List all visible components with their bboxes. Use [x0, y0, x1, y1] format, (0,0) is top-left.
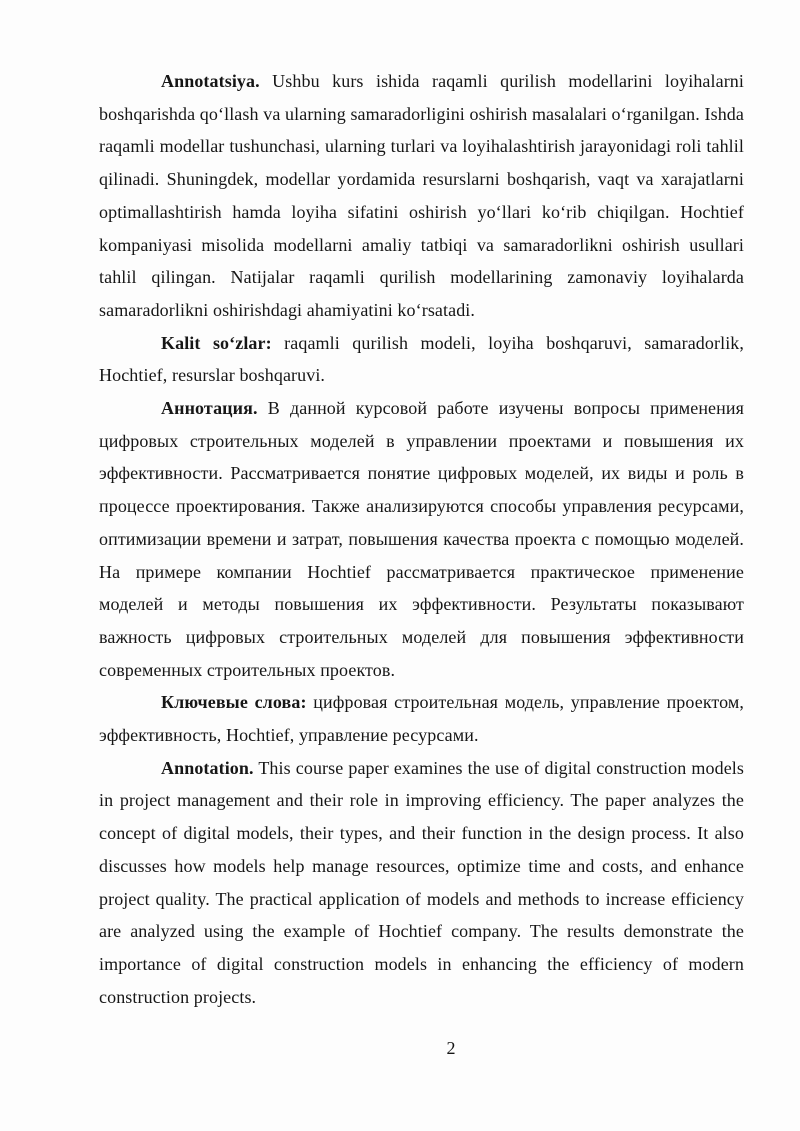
body-annotation-en: This course paper examines the use of digital construction models in project management and their role in improving efficiency. The paper analyzes the concept of digital models, their types, and their function in the design process. It also discusses how models help manage resources, optimize time and costs, and enhance project quality. The practical application of models and methods to increase efficiency are analyzed using the example of Hochtief company. The results demonstrate the importance of digital construction models in enhancing the efficiency of modern construction projects.	[99, 757, 744, 1007]
lead-keywords-uz: Kalit so‘zlar:	[161, 332, 272, 353]
body-annotation-ru: В данной курсовой работе изучены вопросы применения цифровых строительных моделей в управлении проектами и повышения их эффективности. Рассматривается понятие цифровых моделей, их виды и роль в процессе проектирования. Также анализируются способы управления ресурсами, оптимизации времени и затрат, повышения качества проекта с помощью моделей. На примере компании Hochtief рассматривается практическое применение моделей и методы повышения их эффективности. Результаты показывают важность цифровых строительных моделей для повышения эффективности современных строительных проектов.	[99, 398, 744, 680]
paragraph-annotation-ru	[99, 392, 744, 686]
lead-keywords-ru: Ключевые слова:	[161, 692, 307, 713]
paragraph-annotation-en	[99, 752, 744, 1014]
page-footer	[0, 1036, 800, 1060]
body-keywords-uz: raqamli qurilish modeli, loyiha boshqaruvi, samaradorlik, Hochtief, resurslar boshqaruvi.	[99, 332, 744, 386]
keywords-ru	[99, 686, 744, 751]
document-text-block	[99, 65, 744, 1013]
lead-annotatsiya-uz: Annotatsiya.	[161, 71, 260, 91]
keywords-uz	[99, 327, 744, 392]
lead-annotation-en: Annotation.	[161, 757, 254, 778]
paragraph-annotatsiya-uz	[99, 65, 744, 327]
page-number: 2	[446, 1038, 456, 1058]
lead-annotation-ru: Аннотация.	[161, 398, 258, 419]
body-annotatsiya-uz: Ushbu kurs ishida raqamli qurilish modellarini loyihalarni boshqarishda qo‘llash va ularning samaradorligini oshirish masalalari o‘rganilgan. Ishda raqamli modellar tushunchasi, ularning turlari va loyihalashtirish jarayonidagi roli tahlil qilinadi. Shuningdek, modellar yordamida resurslarni boshqarish, vaqt va xarajatlarni optimallashtirish hamda loyiha sifatini oshirish yo‘llari ko‘rib chiqilgan. Hochtief kompaniyasi misolida modellarni amaliy tatbiqi va samaradorlikni oshirish usullari tahlil qilingan. Natijalar raqamli qurilish modellarining zamonaviy loyihalarda samaradorlikni oshirishdagi ahamiyatini ko‘rsatadi.	[99, 71, 744, 320]
body-keywords-ru: цифровая строительная модель, управление проектом, эффективность, Hochtief, управление ресурсами.	[99, 692, 745, 746]
